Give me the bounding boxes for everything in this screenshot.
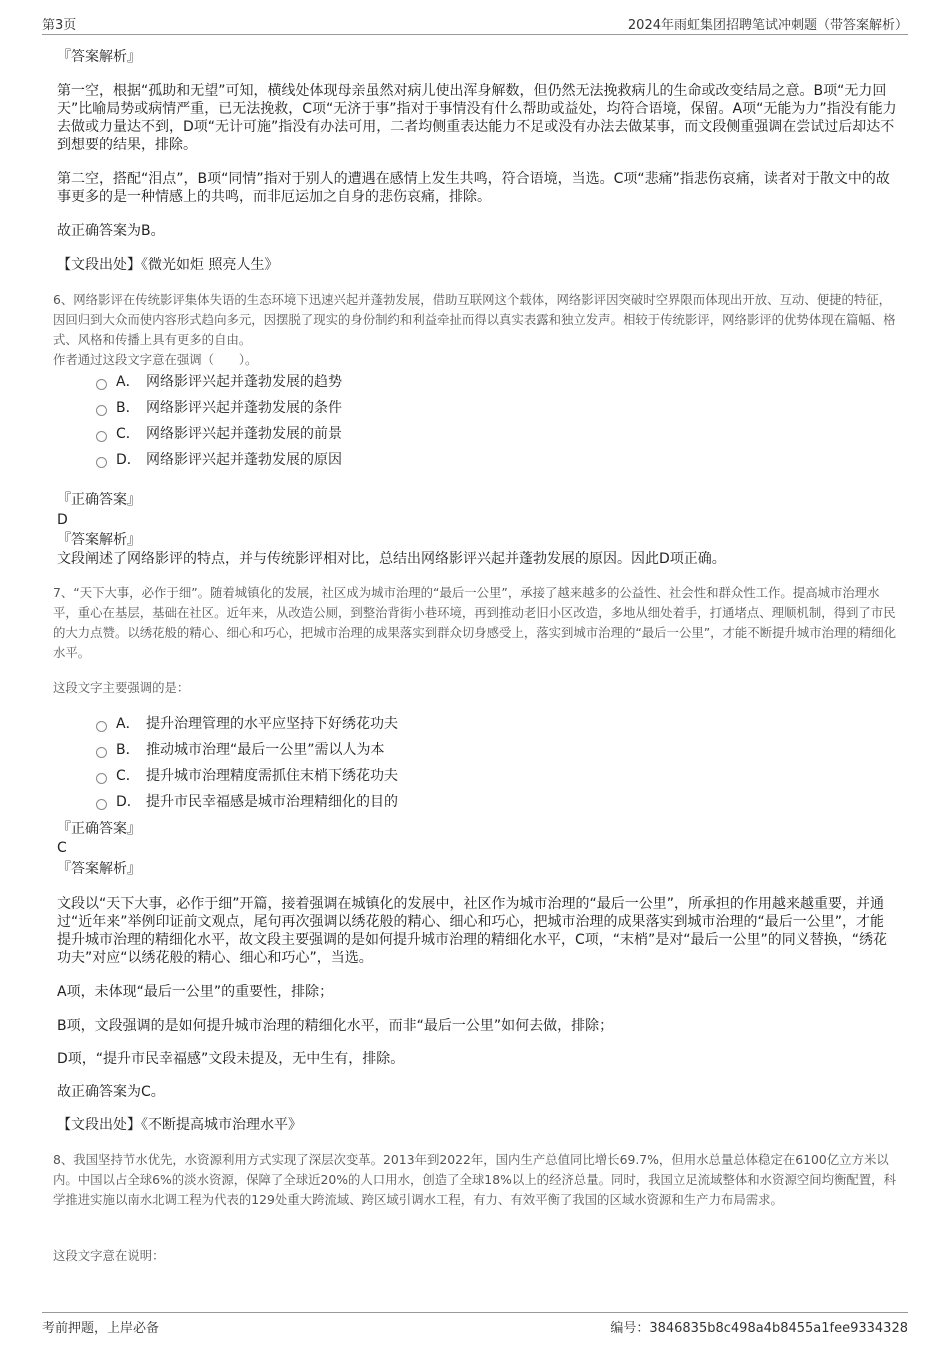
analysis-paragraph: A项，未体现“最后一公里”的重要性，排除； <box>57 984 334 1000</box>
question-stem: 6、网络影评在传统影评集体失语的生态环境下迅速兴起并蓬勃发展，借助互联网这个载体，网络影评因突破时空界限而体现出开放、互动、便捷的特征，因回归到大众而使内容形式趋向多元，因摆脱了现实的身份制约和利益牵扯而得以真实表露和独立发声。相较于传统影评，网络影评的优势体现在篇幅、格式、风格和传播上具有更多的自由。 作者通过这段文字意在强调（ ）。 <box>53 292 896 367</box>
analysis-paragraph: B项，文段强调的是如何提升城市治理的精细化水平，而非“最后一公里”如何去做，排除； <box>57 1018 614 1034</box>
answer-label: 『正确答案』 <box>57 821 141 837</box>
option-a[interactable]: A． 提升治理管理的水平应坚持下好绣花功夫 <box>96 714 398 734</box>
correct-answer: D <box>57 512 68 528</box>
page-footer <box>42 1312 908 1335</box>
option-d[interactable]: D． 提升市民幸福感是城市治理精细化的目的 <box>96 792 398 812</box>
radio-icon[interactable] <box>96 431 107 442</box>
analysis-conclusion: 故正确答案为B。 <box>57 223 165 239</box>
document-code: 编号：3846835b8c498a4b8455a1fee9334328 <box>610 1321 908 1336</box>
radio-icon[interactable] <box>96 799 107 810</box>
radio-icon[interactable] <box>96 405 107 416</box>
question-prompt: 这段文字意在说明： <box>53 1248 165 1263</box>
analysis-conclusion: 故正确答案为C。 <box>57 1084 165 1100</box>
analysis-paragraph: 第二空，搭配“泪点”，B项“同情”指对于别人的遭遇在感情上发生共鸣，符合语境，当选。C项“悲痛”指悲伤哀痛，读者对于散文中的故事更多的是一种情感上的共鸣，而非厄运加之自身的悲伤哀痛，排除。 <box>57 171 890 205</box>
source-reference: 【文段出处】《不断提高城市治理水平》 <box>57 1117 302 1133</box>
radio-icon[interactable] <box>96 457 107 468</box>
page-header <box>42 12 908 35</box>
analysis-label: 『答案解析』 <box>57 861 141 877</box>
question-stem: 7、“天下大事，必作于细”。随着城镇化的发展，社区成为城市治理的“最后一公里”，承接了越来越多的公益性、社会性和群众性工作。提高城市治理水平，重心在基层，基础在社区。近年来，从改造公厕，到整治背街小巷环境，再到推动老旧小区改造，多地从细处着手，打通堵点、理顺机制，得到了市民的大力点赞。以绣花般的精心、细心和巧心，把城市治理的成果落实到群众切身感受上，落实到城市治理的“最后一公里”，才能不断提升城市治理的精细化水平。 <box>53 585 897 660</box>
question-stem: 8、我国坚持节水优先，水资源利用方式实现了深层次变革。2013年到2022年，国内生产总值同比增长69.7%，但用水总量总体稳定在6100亿立方米以内。中国以占全球6%的淡水资源，保障了全球近20%的人口用水，创造了全球18%以上的经济总量。同时，我国立足流域整体和水资源空间均衡配置，科学推进实施以南水北调工程为代表的129处重大跨流域、跨区域引调水工程，有力、有效平衡了我国的区域水资源和生产力布局需求。 <box>53 1152 896 1207</box>
analysis-paragraph: 文段以“天下大事，必作于细”开篇，接着强调在城镇化的发展中，社区作为城市治理的“最后一公里”，所承担的作用越来越重要，并通过“近年来”举例印证前文观点，尾句再次强调以绣花般的精心、细心和巧心，把城市治理的成果落实到城市治理的“最后一公里”，才能提升城市治理的精细化水平，故文段主要强调的是如何提升城市治理的精细化水平，C项，“末梢”是对“最后一公里”的同义替换，“绣花功夫”对应“以绣花般的精心、细心和巧心”，当选。 <box>57 896 888 966</box>
radio-icon[interactable] <box>96 379 107 390</box>
analysis-paragraph: 文段阐述了网络影评的特点，并与传统影评相对比，总结出网络影评兴起并蓬勃发展的原因。因此D项正确。 <box>57 551 726 567</box>
option-a[interactable]: A． 网络影评兴起并蓬勃发展的趋势 <box>96 372 342 392</box>
option-c[interactable]: C． 提升城市治理精度需抓住末梢下绣花功夫 <box>96 766 398 786</box>
question-prompt: 这段文字主要强调的是： <box>53 680 190 695</box>
radio-icon[interactable] <box>96 773 107 784</box>
correct-answer: C <box>57 840 67 856</box>
source-reference: 【文段出处】《微光如炬 照亮人生》 <box>57 257 279 273</box>
footer-note: 考前押题，上岸必备 <box>42 1321 160 1336</box>
analysis-paragraph: D项，“提升市民幸福感”文段未提及，无中生有，排除。 <box>57 1051 405 1067</box>
radio-icon[interactable] <box>96 747 107 758</box>
document-title: 2024年雨虹集团招聘笔试冲刺题（带答案解析） <box>627 18 908 33</box>
radio-icon[interactable] <box>96 721 107 732</box>
analysis-label: 『答案解析』 <box>57 532 141 548</box>
analysis-paragraph: 第一空，根据“孤助和无望”可知，横线处体现母亲虽然对病儿使出浑身解数，但仍然无法挽救病儿的生命或改变结局之意。B项“无力回天”比喻局势或病情严重，已无法挽救，C项“无济于事”指对于事情没有什么帮助或益处，均符合语境，保留。A项“无能为力”指没有能力去做或力量达不到，D项“无计可施”指没有办法可用，二者均侧重表达能力不足或没有办法去做某事，而文段侧重强调在尝试过后却达不到想要的结果，排除。 <box>57 83 897 153</box>
option-c[interactable]: C． 网络影评兴起并蓬勃发展的前景 <box>96 424 342 444</box>
option-b[interactable]: B． 网络影评兴起并蓬勃发展的条件 <box>96 398 342 418</box>
analysis-label: 『答案解析』 <box>57 49 141 65</box>
answer-label: 『正确答案』 <box>57 492 141 508</box>
option-d[interactable]: D． 网络影评兴起并蓬勃发展的原因 <box>96 450 342 470</box>
page-number: 第3页 <box>42 18 77 33</box>
option-b[interactable]: B． 推动城市治理“最后一公里”需以人为本 <box>96 740 385 760</box>
